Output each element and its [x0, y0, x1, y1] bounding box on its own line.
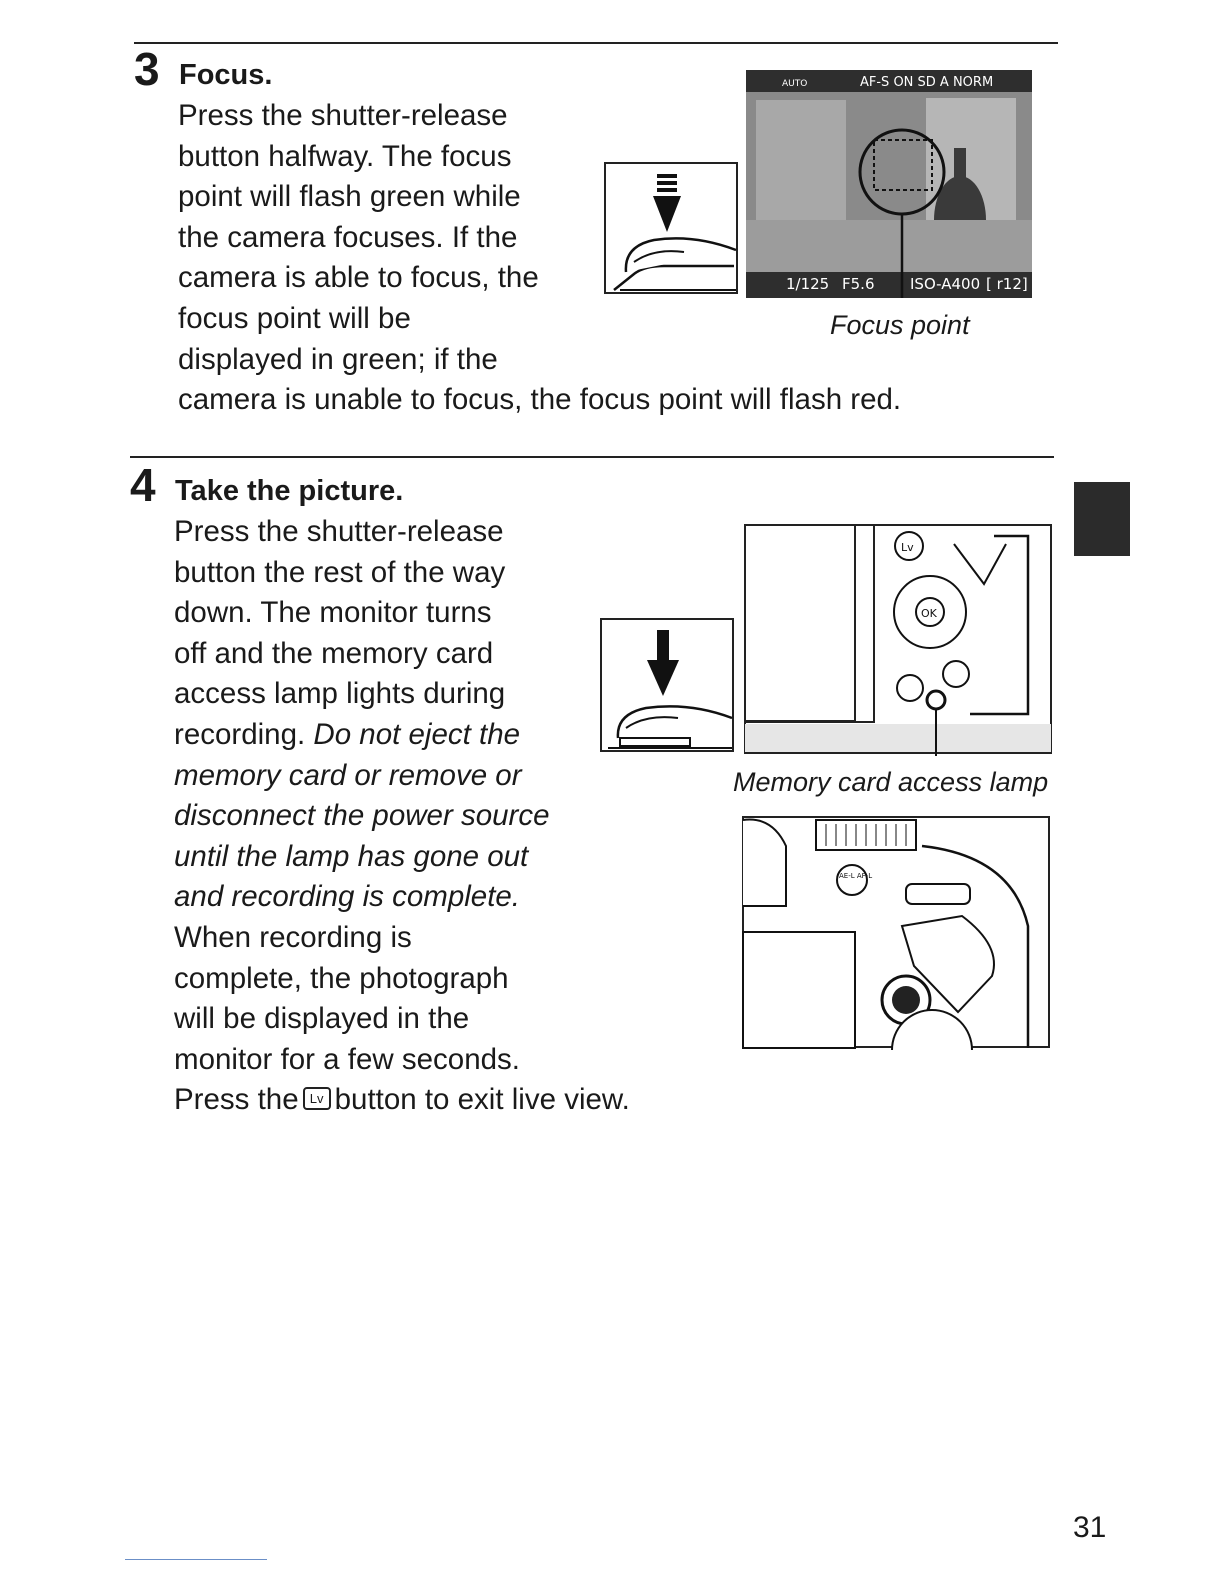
- screen-topbar: AF-S ON SD A NORM: [860, 75, 994, 90]
- svg-text:AUTO: AUTO: [782, 79, 808, 89]
- step4-line: Press the shutter-release: [174, 515, 504, 548]
- step3-line: displayed in green; if the: [178, 342, 498, 376]
- step3-line: camera is unable to focus, the focus point will flash red.: [178, 383, 902, 417]
- camera-lv-label: Lv: [901, 541, 914, 554]
- page-number: 31: [1073, 1511, 1107, 1544]
- focus-point-caption: Focus point: [830, 310, 970, 340]
- step3-number: 3: [134, 43, 160, 95]
- last-line-after: button to exit live view.: [334, 1083, 630, 1117]
- memory-card-lamp-caption: Memory card access lamp: [733, 767, 1049, 797]
- step3-line: camera is able to focus, the: [178, 261, 539, 295]
- step4-heading: Take the picture.: [175, 475, 404, 507]
- full-press-illustration: [600, 618, 736, 754]
- step4-line: access lamp lights during: [174, 677, 506, 711]
- step3-line: focus point will be: [178, 301, 411, 335]
- camera-top-back-illustration: [742, 816, 1052, 1050]
- step4-line: monitor for a few seconds.: [174, 1042, 520, 1076]
- step3-line: the camera focuses. If the: [178, 220, 518, 254]
- step4-last-line: [174, 1080, 630, 1121]
- half-press-illustration: [604, 162, 740, 296]
- step4-line: off and the memory card: [174, 636, 494, 670]
- step4-line: button the rest of the way: [174, 555, 506, 589]
- step3-heading: Focus.: [179, 59, 273, 91]
- step4-body: [174, 512, 630, 1121]
- screen-aperture: F5.6: [842, 275, 875, 293]
- warning-line: and recording is complete.: [174, 880, 520, 914]
- step4-line-recording: [174, 715, 630, 756]
- step4-line: down. The monitor turns: [174, 596, 492, 630]
- warning-line: disconnect the power source: [174, 799, 550, 833]
- screen-shutter: 1/125: [786, 275, 830, 293]
- chapter-thumb-tab: [1074, 482, 1130, 556]
- warning-line: until the lamp has gone out: [174, 839, 529, 873]
- recording-word: recording.: [174, 717, 306, 751]
- camera-ok-label: OK: [921, 607, 937, 620]
- step4-line: will be displayed in the: [174, 1002, 470, 1036]
- screen-iso: ISO-A400: [910, 275, 981, 293]
- step3-line: Press the shutter-release: [178, 99, 508, 132]
- step4-top-rule: [130, 456, 1054, 458]
- footer-link-line: [125, 1559, 267, 1560]
- step4-number: 4: [130, 459, 156, 511]
- live-view-screen-illustration: [746, 70, 1032, 298]
- lv-button-icon: Lv: [303, 1087, 331, 1110]
- screen-shots: [ r12]: [986, 275, 1028, 293]
- step4-line: complete, the photograph: [174, 961, 509, 995]
- step4-line: When recording is: [174, 920, 412, 954]
- last-line-before: Press the: [174, 1083, 299, 1117]
- warning-line: memory card or remove or: [174, 758, 522, 792]
- camera-ael-label: AE-L AF-L: [839, 872, 873, 880]
- warning-start: Do not eject the: [313, 717, 521, 751]
- step3-line: point will flash green while: [178, 180, 521, 214]
- step3-line: button halfway. The focus: [178, 139, 512, 173]
- step3-top-rule: [134, 42, 1058, 44]
- camera-back-illustration: [744, 524, 1054, 756]
